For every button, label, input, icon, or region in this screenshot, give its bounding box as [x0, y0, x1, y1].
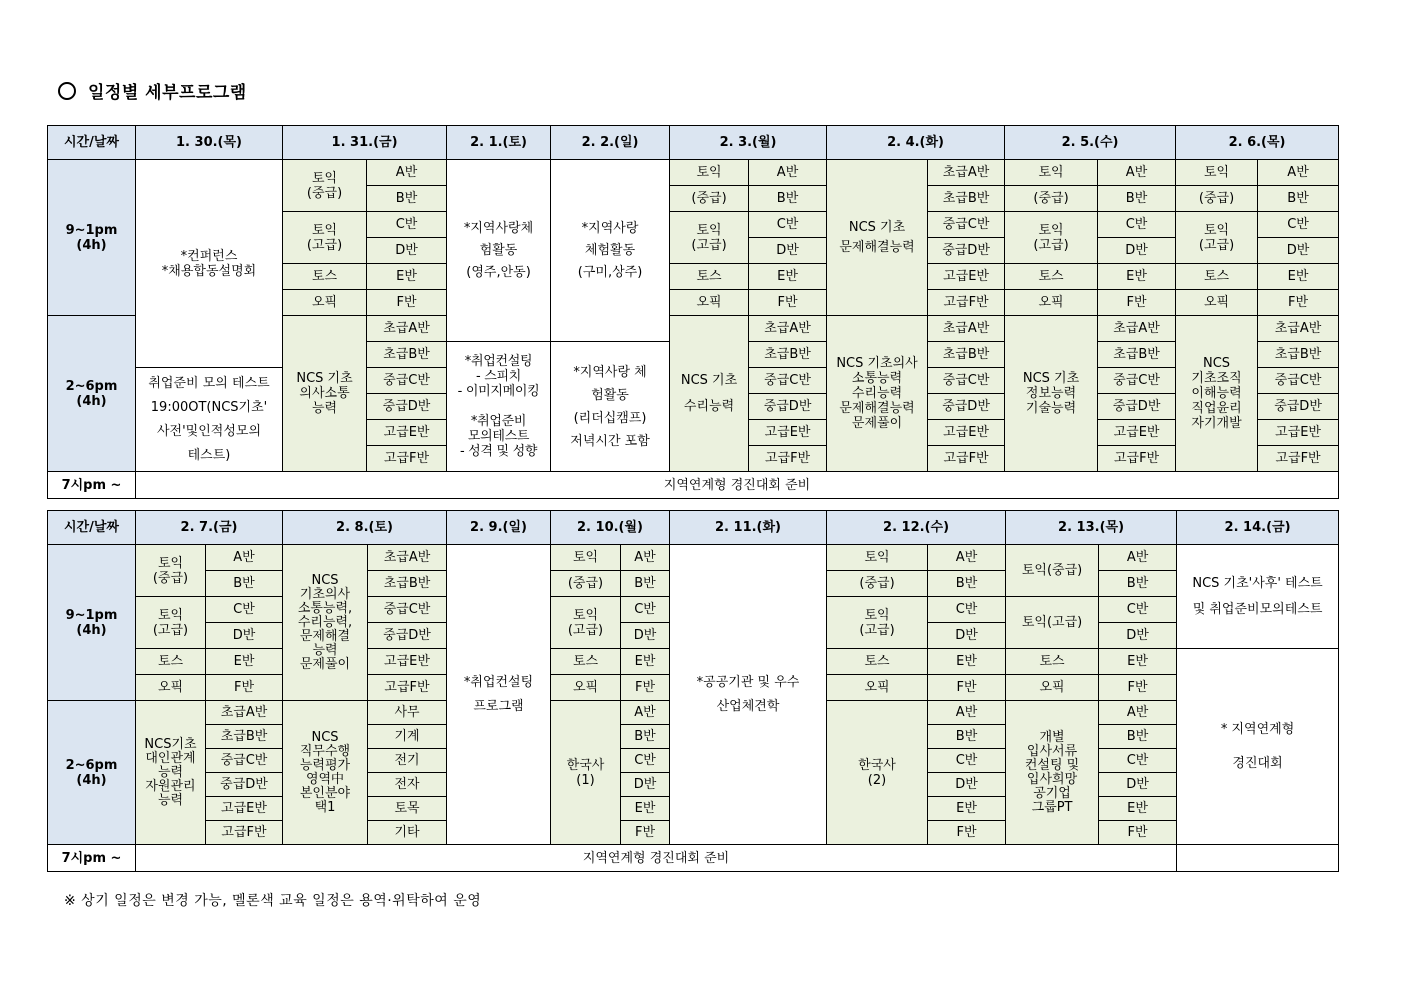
class-cell: B반 — [621, 725, 670, 749]
class-cell: B반 — [1098, 186, 1176, 212]
time-slot-am: 9~1pm (4h) — [48, 160, 136, 316]
time-slot-pm: 2~6pm (4h) — [48, 316, 136, 472]
feb11-program: *공공기관 및 우수 산업체견학 — [670, 545, 827, 845]
header-date: 1. 31.(금) — [283, 126, 447, 160]
feb6-pm-program: NCS 기초조직 이해능력 직업윤리 자기개발 — [1176, 316, 1258, 472]
feb2-am-program: *지역사랑 체험활동 (구미,상주) — [551, 160, 670, 342]
class-cell: F반 — [621, 821, 670, 845]
toeic-mid-label: 토익 — [670, 160, 749, 186]
time-slot-evening: 7시pm ~ — [48, 472, 136, 499]
class-cell: C반 — [1258, 212, 1339, 238]
feb13-pm-program: 개별 입사서류 컨설팅 및 입사희망 공기업 그룹PT — [1006, 701, 1099, 845]
level-cell: 초급A반 — [749, 316, 827, 342]
toeic-high-label: 토익 (고급) — [551, 597, 621, 649]
header-time: 시간/날짜 — [48, 126, 136, 160]
level-cell: 중급C반 — [368, 597, 447, 623]
class-cell: D반 — [621, 773, 670, 797]
class-cell: C반 — [928, 749, 1006, 773]
field-cell: 토목 — [368, 797, 447, 821]
toeic-high-label: 토익 (고급) — [283, 212, 367, 264]
class-cell: F반 — [367, 290, 447, 316]
class-cell: F반 — [1098, 290, 1176, 316]
level-cell: 고급F반 — [368, 675, 447, 701]
level-cell: 고급E반 — [1258, 420, 1339, 446]
level-cell: 고급E반 — [749, 420, 827, 446]
level-cell: 중급C반 — [928, 212, 1005, 238]
header-date: 2. 7.(금) — [136, 511, 283, 545]
level-cell: 중급C반 — [1258, 368, 1339, 394]
opic-label: 오픽 — [283, 290, 367, 316]
opic-label: 오픽 — [136, 675, 206, 701]
level-cell: 고급F반 — [206, 821, 283, 845]
class-cell: E반 — [928, 649, 1006, 675]
level-cell: 초급A반 — [928, 160, 1005, 186]
level-cell: 중급C반 — [928, 368, 1005, 394]
header-date: 2. 5.(수) — [1005, 126, 1176, 160]
level-cell: 고급E반 — [928, 420, 1005, 446]
time-slot-pm: 2~6pm (4h) — [48, 701, 136, 845]
class-cell: E반 — [621, 797, 670, 821]
class-cell: D반 — [1099, 623, 1177, 649]
level-cell: 중급D반 — [206, 773, 283, 797]
opic-label: 오픽 — [827, 675, 928, 701]
level-cell: 고급E반 — [206, 797, 283, 821]
class-cell: D반 — [1099, 773, 1177, 797]
class-cell: A반 — [621, 701, 670, 725]
level-cell: 고급F반 — [1098, 446, 1176, 472]
level-cell: 중급D반 — [368, 623, 447, 649]
feb8-pm-program: NCS 직무수행 능력평가 영역中 본인분야 택1 — [283, 701, 368, 845]
level-cell: 고급E반 — [367, 420, 447, 446]
jan31-pm-program: NCS 기초 의사소통 능력 — [283, 316, 367, 472]
feb4-am-program: NCS 기초 문제해결능력 — [827, 160, 928, 316]
header-date: 2. 6.(목) — [1176, 126, 1339, 160]
class-cell: E반 — [1258, 264, 1339, 290]
empty-cell — [1177, 845, 1339, 872]
level-cell: 초급A반 — [928, 316, 1005, 342]
toss-label: 토스 — [1006, 649, 1099, 675]
header-date: 2. 13.(목) — [1006, 511, 1177, 545]
level-cell: 중급D반 — [749, 394, 827, 420]
class-cell: F반 — [206, 675, 283, 701]
class-cell: C반 — [749, 212, 827, 238]
level-cell: 중급D반 — [1098, 394, 1176, 420]
level-cell: 초급A반 — [368, 545, 447, 571]
header-date: 1. 30.(목) — [136, 126, 283, 160]
toeic-mid-label: 토익 — [1005, 160, 1098, 186]
class-cell: E반 — [749, 264, 827, 290]
section-title: 일정별 세부프로그램 — [58, 78, 247, 103]
jan30-pm-program: 취업준비 모의 테스트 19:00OT(NCS기초' 사전'및인적성모의 테스트) — [136, 368, 283, 472]
toss-label: 토스 — [670, 264, 749, 290]
header-date: 2. 3.(월) — [670, 126, 827, 160]
level-cell: 초급B반 — [928, 342, 1005, 368]
toeic-high-label: 토익 (고급) — [670, 212, 749, 264]
toeic-mid-label: (중급) — [551, 571, 621, 597]
class-cell: E반 — [928, 797, 1006, 821]
header-date: 2. 10.(월) — [551, 511, 670, 545]
level-cell: 초급A반 — [1258, 316, 1339, 342]
feb9-program: *취업컨설팅 프로그램 — [447, 545, 551, 845]
level-cell: 초급B반 — [928, 186, 1005, 212]
class-cell: C반 — [1099, 597, 1177, 623]
level-cell: 중급C반 — [367, 368, 447, 394]
class-cell: B반 — [1099, 571, 1177, 597]
class-cell: D반 — [1098, 238, 1176, 264]
field-cell: 기타 — [368, 821, 447, 845]
class-cell: B반 — [1099, 725, 1177, 749]
class-cell: C반 — [1098, 212, 1176, 238]
class-cell: C반 — [621, 597, 670, 623]
class-cell: F반 — [1099, 675, 1177, 701]
toss-label: 토스 — [551, 649, 621, 675]
class-cell: D반 — [928, 773, 1006, 797]
toeic-high-label: 토익 (고급) — [827, 597, 928, 649]
time-slot-am: 9~1pm (4h) — [48, 545, 136, 701]
class-cell: B반 — [1258, 186, 1339, 212]
toeic-mid-label: 토익 (중급) — [136, 545, 206, 597]
toss-label: 토스 — [136, 649, 206, 675]
class-cell: A반 — [928, 701, 1006, 725]
korean-history-2: 한국사 (2) — [827, 701, 928, 845]
header-date: 2. 8.(토) — [283, 511, 447, 545]
class-cell: A반 — [1099, 701, 1177, 725]
feb5-pm-program: NCS 기초 정보능력 기술능력 — [1005, 316, 1098, 472]
header-date: 2. 11.(화) — [670, 511, 827, 545]
feb14-am-program: NCS 기초'사후' 테스트 및 취업준비모의테스트 — [1177, 545, 1339, 649]
class-cell: D반 — [621, 623, 670, 649]
level-cell: 고급E반 — [928, 264, 1005, 290]
schedule-week1 — [47, 125, 1339, 499]
class-cell: C반 — [621, 749, 670, 773]
opic-label: 오픽 — [670, 290, 749, 316]
level-cell: 고급F반 — [928, 446, 1005, 472]
circle-bullet-icon — [58, 82, 76, 100]
class-cell: D반 — [749, 238, 827, 264]
class-cell: C반 — [367, 212, 447, 238]
level-cell: 고급E반 — [1098, 420, 1176, 446]
level-cell: 중급D반 — [1258, 394, 1339, 420]
header-date: 2. 14.(금) — [1177, 511, 1339, 545]
class-cell: F반 — [1099, 821, 1177, 845]
toeic-mid-label: 토익(중급) — [1006, 545, 1099, 597]
toeic-mid-label: 토익 — [1176, 160, 1258, 186]
level-cell: 고급F반 — [749, 446, 827, 472]
level-cell: 고급F반 — [928, 290, 1005, 316]
schedule-week2 — [47, 510, 1339, 872]
footnote: ※ 상기 일정은 변경 가능, 멜론색 교육 일정은 용역·위탁하여 운영 — [64, 893, 482, 909]
class-cell: F반 — [749, 290, 827, 316]
level-cell: 초급A반 — [1098, 316, 1176, 342]
toeic-mid-label: 토익 — [827, 545, 928, 571]
level-cell: 중급C반 — [206, 749, 283, 773]
level-cell: 고급F반 — [367, 446, 447, 472]
header-date: 2. 1.(토) — [447, 126, 551, 160]
level-cell: 초급B반 — [367, 342, 447, 368]
toeic-mid-label: (중급) — [670, 186, 749, 212]
class-cell: C반 — [1099, 749, 1177, 773]
class-cell: A반 — [367, 160, 447, 186]
class-cell: A반 — [928, 545, 1006, 571]
feb3-pm-program: NCS 기초 수리능력 — [670, 316, 749, 472]
class-cell: E반 — [1098, 264, 1176, 290]
header-date: 2. 4.(화) — [827, 126, 1005, 160]
class-cell: A반 — [749, 160, 827, 186]
opic-label: 오픽 — [551, 675, 621, 701]
class-cell: B반 — [621, 571, 670, 597]
toeic-high-label: 토익 (고급) — [136, 597, 206, 649]
class-cell: B반 — [749, 186, 827, 212]
toeic-high-label: 토익 (고급) — [1005, 212, 1098, 264]
class-cell: A반 — [206, 545, 283, 571]
feb8-am-program: NCS 기초의사 소통능력, 수리능력, 문제해결 능력 문제풀이 — [283, 545, 368, 701]
evening-program: 지역연계형 경진대회 준비 — [136, 845, 1177, 872]
level-cell: 중급D반 — [928, 238, 1005, 264]
class-cell: D반 — [206, 623, 283, 649]
class-cell: B반 — [206, 571, 283, 597]
feb14-pm-program: * 지역연계형 경진대회 — [1177, 649, 1339, 845]
feb4-pm-program: NCS 기초의사 소통능력 수리능력 문제해결능력 문제풀이 — [827, 316, 928, 472]
level-cell: 중급C반 — [1098, 368, 1176, 394]
feb2-pm-program: *지역사랑 체 험활동 (리더십캠프) 저녁시간 포함 — [551, 342, 670, 472]
class-cell: E반 — [206, 649, 283, 675]
class-cell: C반 — [206, 597, 283, 623]
header-date: 2. 2.(일) — [551, 126, 670, 160]
korean-history-1: 한국사 (1) — [551, 701, 621, 845]
class-cell: A반 — [1258, 160, 1339, 186]
level-cell: 초급B반 — [1258, 342, 1339, 368]
class-cell: B반 — [367, 186, 447, 212]
field-cell: 전기 — [368, 749, 447, 773]
class-cell: B반 — [928, 571, 1006, 597]
toss-label: 토스 — [827, 649, 928, 675]
field-cell: 사무 — [368, 701, 447, 725]
class-cell: D반 — [928, 623, 1006, 649]
class-cell: F반 — [1258, 290, 1339, 316]
class-cell: D반 — [1258, 238, 1339, 264]
level-cell: 초급B반 — [206, 725, 283, 749]
opic-label: 오픽 — [1176, 290, 1258, 316]
header-time: 시간/날짜 — [48, 511, 136, 545]
class-cell: C반 — [928, 597, 1006, 623]
toeic-mid-label: (중급) — [1176, 186, 1258, 212]
class-cell: A반 — [1098, 160, 1176, 186]
level-cell: 중급D반 — [928, 394, 1005, 420]
toss-label: 토스 — [283, 264, 367, 290]
toeic-mid-label: (중급) — [1005, 186, 1098, 212]
class-cell: A반 — [1099, 545, 1177, 571]
time-slot-evening: 7시pm ~ — [48, 845, 136, 872]
level-cell: 고급F반 — [1258, 446, 1339, 472]
toeic-mid-label: 토익 (중급) — [283, 160, 367, 212]
evening-program: 지역연계형 경진대회 준비 — [136, 472, 1339, 499]
class-cell: E반 — [367, 264, 447, 290]
level-cell: 초급B반 — [1098, 342, 1176, 368]
class-cell: E반 — [1099, 649, 1177, 675]
class-cell: F반 — [928, 675, 1006, 701]
header-date: 2. 12.(수) — [827, 511, 1006, 545]
level-cell: 초급A반 — [367, 316, 447, 342]
feb7-pm-program: NCS기초 대인관계 능력 자원관리 능력 — [136, 701, 206, 845]
level-cell: 초급B반 — [749, 342, 827, 368]
level-cell: 고급E반 — [368, 649, 447, 675]
level-cell: 중급C반 — [749, 368, 827, 394]
class-cell: F반 — [621, 675, 670, 701]
class-cell: F반 — [928, 821, 1006, 845]
class-cell: A반 — [621, 545, 670, 571]
class-cell: E반 — [621, 649, 670, 675]
toeic-mid-label: 토익 — [551, 545, 621, 571]
header-date: 2. 9.(일) — [447, 511, 551, 545]
field-cell: 기계 — [368, 725, 447, 749]
field-cell: 전자 — [368, 773, 447, 797]
class-cell: E반 — [1099, 797, 1177, 821]
opic-label: 오픽 — [1005, 290, 1098, 316]
toss-label: 토스 — [1005, 264, 1098, 290]
toeic-high-label: 토익(고급) — [1006, 597, 1099, 649]
level-cell: 초급B반 — [368, 571, 447, 597]
opic-label: 오픽 — [1006, 675, 1099, 701]
level-cell: 중급D반 — [367, 394, 447, 420]
jan30-am-program: *컨퍼런스 *채용합동설명회 — [136, 160, 283, 368]
feb1-pm-program: *취업컨설팅 - 스피치 - 이미지메이킹 *취업준비 모의테스트 - 성격 및 성향 — [447, 342, 551, 472]
toeic-high-label: 토익 (고급) — [1176, 212, 1258, 264]
level-cell: 초급A반 — [206, 701, 283, 725]
class-cell: B반 — [928, 725, 1006, 749]
toeic-mid-label: (중급) — [827, 571, 928, 597]
toss-label: 토스 — [1176, 264, 1258, 290]
class-cell: D반 — [367, 238, 447, 264]
feb1-am-program: *지역사랑체 험활동 (영주,안동) — [447, 160, 551, 342]
